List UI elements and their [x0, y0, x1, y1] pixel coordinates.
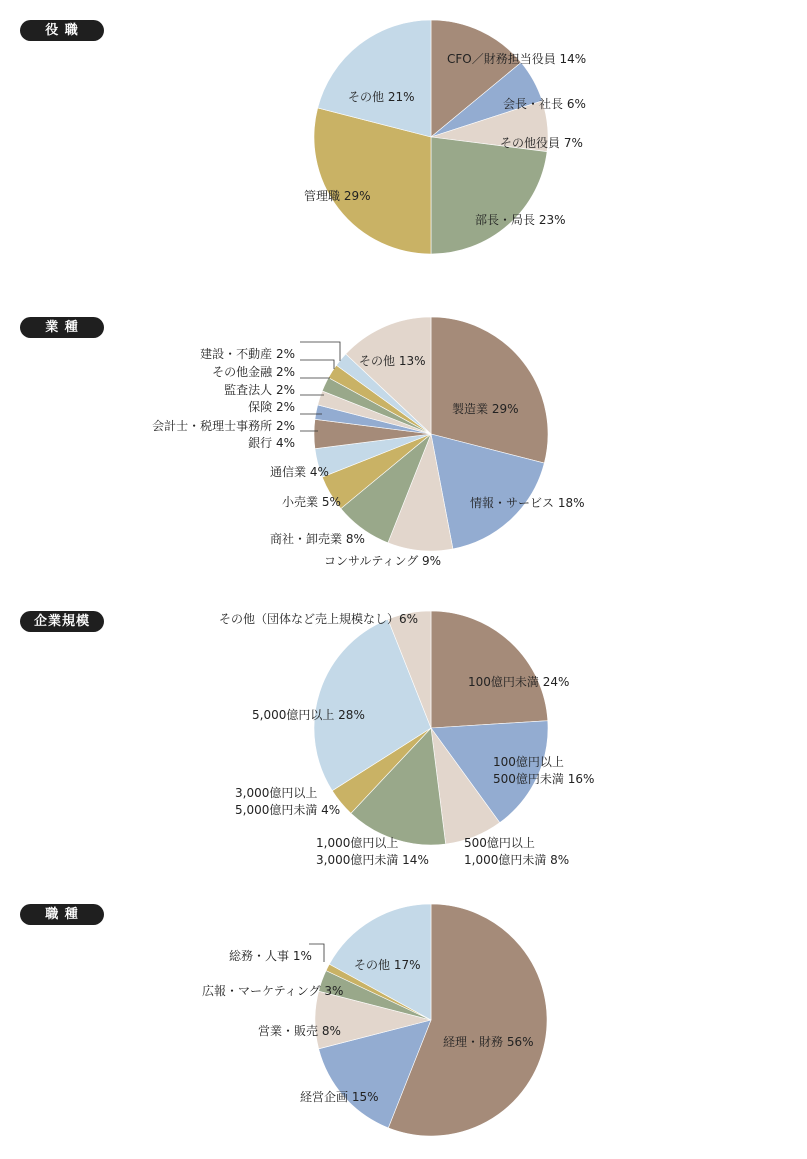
slice-label-2-4: 3,000億円以上 5,000億円未満 4% — [235, 786, 341, 817]
slice-label-2-0: 100億円未満 24% — [468, 675, 570, 689]
slice-label-2-1: 100億円以上 500億円未満 16% — [493, 755, 595, 786]
slice-label-0-1: 会長・社長 6% — [503, 97, 586, 111]
section-tag-company-size: 企業規模 — [20, 611, 104, 632]
pie-section-company-size — [0, 611, 807, 871]
section-tag-industry: 業 種 — [20, 317, 104, 338]
slice-label-1-8: 保険 2% — [248, 400, 295, 414]
pie-section-industry — [0, 317, 807, 577]
slice-label-0-0: CFO／財務担当役員 14% — [447, 52, 587, 66]
slice-label-1-9: 監査法人 2% — [224, 383, 295, 397]
slice-label-2-2: 500億円以上 1,000億円未満 8% — [464, 836, 570, 867]
slice-label-0-5: その他 21% — [348, 90, 415, 104]
pie-slice-0-3 — [431, 137, 547, 254]
slice-label-3-2: 営業・販売 8% — [258, 1024, 341, 1038]
slice-label-3-0: 経理・財務 56% — [443, 1035, 534, 1049]
slice-label-3-5: その他 17% — [354, 958, 421, 972]
slice-label-2-6: その他（団体など売上規模なし）6% — [219, 612, 419, 626]
slice-label-1-0: 製造業 29% — [452, 402, 519, 416]
pie-chart-job-type — [0, 904, 807, 1159]
slice-label-1-3: 商社・卸売業 8% — [270, 532, 365, 546]
slice-label-0-3: 部長・局長 23% — [475, 213, 566, 227]
pie-chart-industry — [0, 317, 807, 577]
slice-label-1-5: 通信業 4% — [270, 465, 329, 479]
slice-label-0-4: 管理職 29% — [304, 189, 371, 203]
slice-label-2-3: 1,000億円以上 3,000億円未満 14% — [316, 836, 429, 867]
pie-chart-company-size — [0, 611, 807, 871]
leader-line-1-5 — [300, 342, 340, 361]
section-tag-job-type: 職 種 — [20, 904, 104, 925]
pie-section-job-type — [0, 904, 807, 1159]
pie-section-position — [0, 20, 807, 280]
pie-chart-position — [0, 20, 807, 280]
slice-label-1-1: 情報・サービス 18% — [470, 496, 585, 510]
slice-label-2-5: 5,000億円以上 28% — [252, 708, 365, 722]
slice-label-1-6: 銀行 4% — [248, 436, 295, 450]
slice-label-3-1: 経営企画 15% — [300, 1090, 379, 1104]
slice-label-1-12: その他 13% — [359, 354, 426, 368]
section-tag-position: 役 職 — [20, 20, 104, 41]
slice-label-1-11: 建設・不動産 2% — [200, 347, 295, 361]
slice-label-3-4: 総務・人事 1% — [229, 949, 312, 963]
slice-label-3-3: 広報・マーケティング 3% — [202, 984, 344, 998]
leader-line-1-4 — [300, 360, 334, 369]
pie-slice-2-0 — [431, 611, 548, 728]
slice-label-0-2: その他役員 7% — [500, 136, 583, 150]
slice-label-1-7: 会計士・税理士事務所 2% — [152, 419, 295, 433]
slice-label-1-2: コンサルティング 9% — [324, 554, 442, 568]
slice-label-1-10: その他金融 2% — [212, 365, 295, 379]
slice-label-1-4: 小売業 5% — [282, 495, 341, 509]
